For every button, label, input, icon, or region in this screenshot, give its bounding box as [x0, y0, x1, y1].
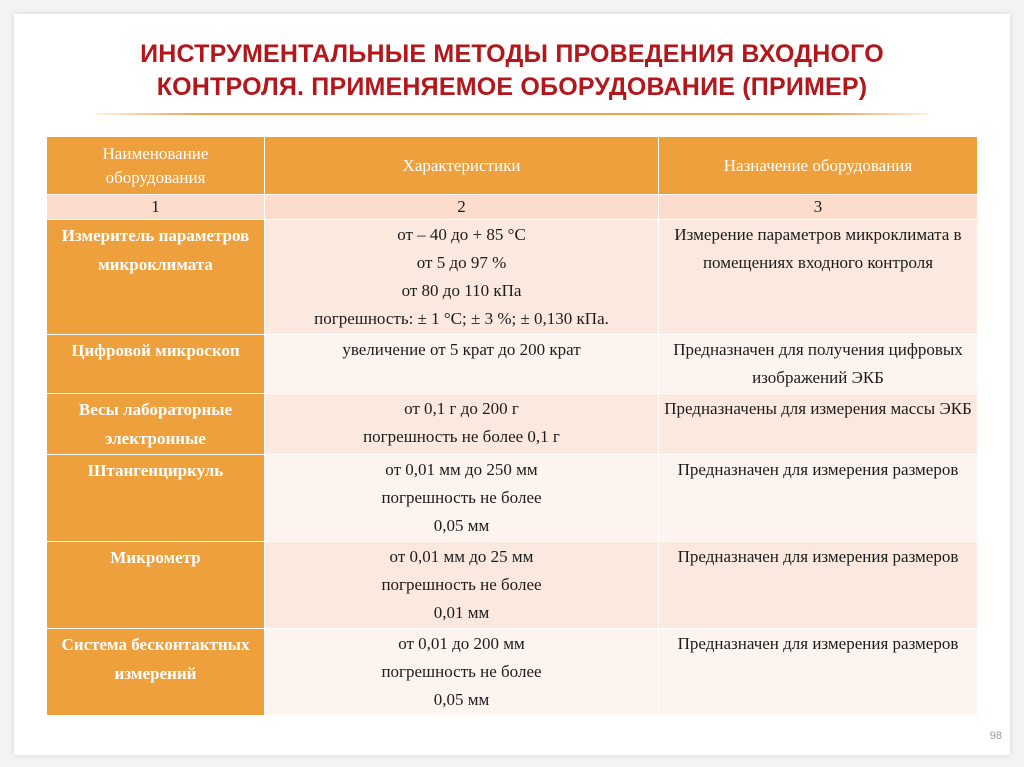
characteristic-line: 0,01 мм [433, 603, 490, 622]
table-row [47, 542, 978, 629]
equipment-table [46, 136, 978, 716]
table-row [47, 629, 978, 716]
table-row [47, 394, 978, 455]
column-number-row [47, 195, 978, 220]
slide-title [60, 38, 964, 104]
characteristic-line: от 0,01 мм до 25 мм [389, 547, 534, 566]
equipment-characteristics [265, 394, 659, 455]
characteristic-line: от 0,01 мм до 250 мм [385, 460, 538, 479]
characteristic-line: 0,05 мм [433, 690, 490, 709]
header-cell-purpose: Назначение оборудования [659, 137, 978, 195]
equipment-name: Микрометр [47, 542, 265, 629]
equipment-purpose: Предназначены для измерения массы ЭКБ [659, 394, 978, 455]
table-row [47, 335, 978, 394]
title-divider [96, 113, 928, 115]
equipment-characteristics [265, 455, 659, 542]
characteristic-line: от 80 до 110 кПа [401, 281, 522, 300]
equipment-characteristics [265, 629, 659, 716]
table-row [47, 220, 978, 335]
equipment-characteristics [265, 220, 659, 335]
equipment-characteristics [265, 335, 659, 394]
equipment-name: Штангенциркуль [47, 455, 265, 542]
equipment-purpose: Предназначен для измерения размеров [659, 542, 978, 629]
table-row [47, 455, 978, 542]
characteristic-line: погрешность не более 0,1 г [363, 427, 560, 446]
characteristic-line: погрешность не более [381, 662, 542, 681]
characteristic-line: 0,05 мм [433, 516, 490, 535]
slide-title-line-1: ИНСТРУМЕНТАЛЬНЫЕ МЕТОДЫ ПРОВЕДЕНИЯ ВХОДНОГО [140, 40, 884, 68]
characteristic-line: от 0,01 до 200 мм [398, 634, 525, 653]
equipment-name: Система бесконтактных измерений [47, 629, 265, 716]
characteristic-line: от 0,1 г до 200 г [404, 399, 519, 418]
equipment-characteristics [265, 542, 659, 629]
table-header-row [47, 137, 978, 195]
column-number: 2 [265, 195, 659, 220]
page-number: 98 [989, 730, 1002, 742]
characteristic-line: от 5 до 97 % [416, 253, 507, 272]
equipment-purpose: Измерение параметров микроклимата в помещениях входного контроля [659, 220, 978, 335]
column-number: 3 [659, 195, 978, 220]
characteristic-line: увеличение от 5 крат до 200 крат [342, 340, 581, 359]
header-cell-name: Наименование оборудования [47, 137, 265, 195]
equipment-name: Измеритель параметров микроклимата [47, 220, 265, 335]
equipment-purpose: Предназначен для измерения размеров [659, 629, 978, 716]
slide-title-line-2: КОНТРОЛЯ. ПРИМЕНЯЕМОЕ ОБОРУДОВАНИЕ (ПРИМЕР) [156, 73, 868, 101]
column-number: 1 [47, 195, 265, 220]
characteristic-line: погрешность не более [381, 488, 542, 507]
characteristic-line: погрешность: ± 1 °С; ± 3 %; ± 0,130 кПа. [314, 309, 609, 328]
equipment-name: Цифровой микроскоп [47, 335, 265, 394]
equipment-name: Весы лабораторные электронные [47, 394, 265, 455]
characteristic-line: погрешность не более [381, 575, 542, 594]
equipment-purpose: Предназначен для получения цифровых изображений ЭКБ [659, 335, 978, 394]
equipment-purpose: Предназначен для измерения размеров [659, 455, 978, 542]
header-cell-characteristics: Характеристики [265, 137, 659, 195]
characteristic-line: от – 40 до + 85 °С [397, 225, 526, 244]
